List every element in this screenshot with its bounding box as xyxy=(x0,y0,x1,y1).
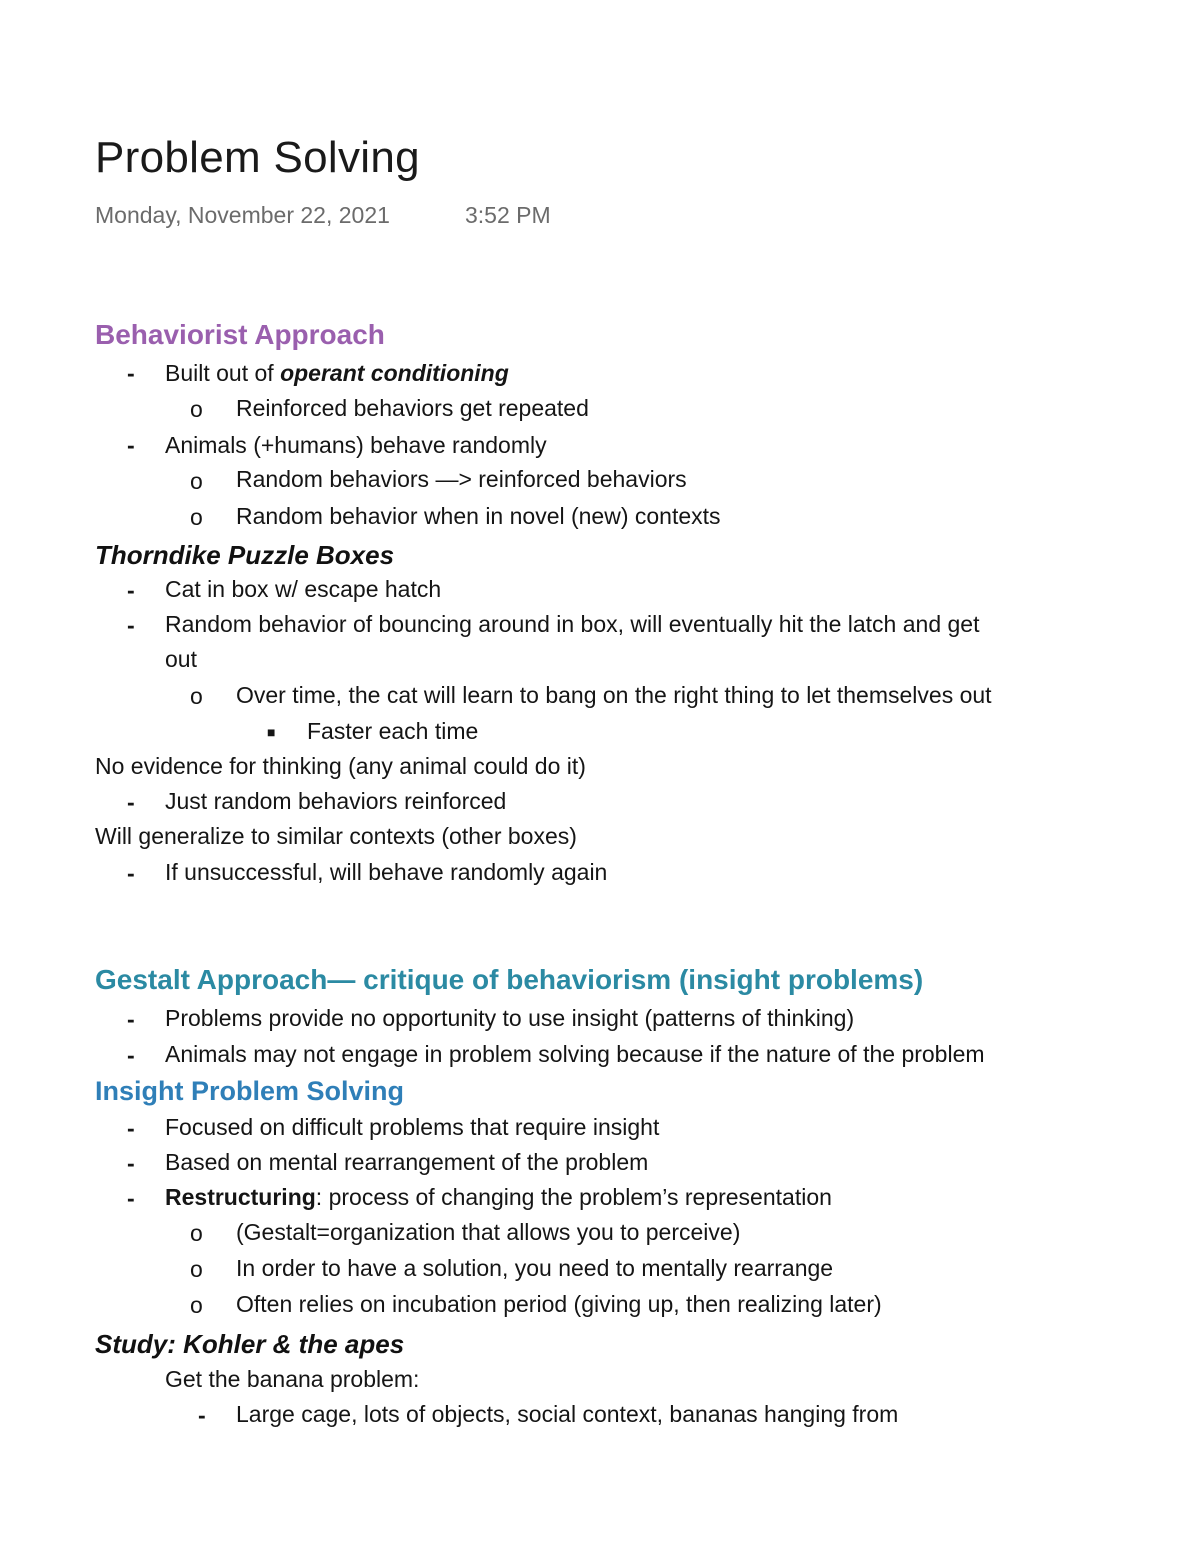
list-item: Random behavior when in novel (new) contexts xyxy=(236,503,721,529)
note-time: 3:52 PM xyxy=(465,202,551,228)
bullet-circle: o xyxy=(190,1256,203,1282)
bullet-square: ■ xyxy=(267,724,276,740)
list-item: Animals may not engage in problem solving because if the nature of the problem xyxy=(165,1041,985,1067)
bullet-dash: - xyxy=(127,860,135,886)
list-item: Over time, the cat will learn to bang on the right thing to let themselves out xyxy=(236,682,992,708)
bullet-circle: o xyxy=(190,396,203,422)
heading-insight: Insight Problem Solving xyxy=(95,1076,405,1106)
bullet-dash: - xyxy=(127,577,135,603)
paragraph: Will generalize to similar contexts (other boxes) xyxy=(95,823,577,849)
bullet-dash: - xyxy=(127,1115,135,1141)
list-item: Problems provide no opportunity to use insight (patterns of thinking) xyxy=(165,1005,855,1031)
bullet-circle: o xyxy=(190,1292,203,1318)
list-item: Cat in box w/ escape hatch xyxy=(165,576,442,602)
bullet-dash: - xyxy=(127,1150,135,1176)
list-item-continued: out xyxy=(165,646,197,672)
list-item-text: : process of changing the problem’s representation xyxy=(315,1184,832,1210)
list-item: Faster each time xyxy=(307,718,479,744)
bullet-dash: - xyxy=(127,612,135,638)
bullet-circle: o xyxy=(190,504,203,530)
heading-behaviorist: Behaviorist Approach xyxy=(95,319,385,350)
bullet-dash: - xyxy=(127,1042,135,1068)
bullet-circle: o xyxy=(190,683,203,709)
bullet-dash: - xyxy=(127,1185,135,1211)
page-title: Problem Solving xyxy=(95,133,420,182)
list-item: Focused on difficult problems that require insight xyxy=(165,1114,660,1140)
emphasis-text: operant conditioning xyxy=(280,360,509,386)
bullet-circle: o xyxy=(190,1220,203,1246)
strong-term: Restructuring xyxy=(165,1184,316,1210)
paragraph: Get the banana problem: xyxy=(165,1366,420,1392)
list-item: Just random behaviors reinforced xyxy=(165,788,507,814)
list-item-text: Built out of xyxy=(165,360,281,386)
list-item: Animals (+humans) behave randomly xyxy=(165,432,547,458)
bullet-dash: - xyxy=(198,1402,206,1428)
list-item: Large cage, lots of objects, social context, bananas hanging from xyxy=(236,1401,899,1427)
list-item xyxy=(165,360,509,387)
note-date: Monday, November 22, 2021 xyxy=(95,202,390,228)
heading-thorndike: Thorndike Puzzle Boxes xyxy=(95,540,395,570)
list-item: Often relies on incubation period (giving up, then realizing later) xyxy=(236,1291,882,1317)
list-item: Based on mental rearrangement of the problem xyxy=(165,1149,649,1175)
paragraph: No evidence for thinking (any animal could do it) xyxy=(95,753,586,779)
list-item: Random behavior of bouncing around in box, will eventually hit the latch and get xyxy=(165,611,980,637)
bullet-dash: - xyxy=(127,360,135,386)
list-item: Random behaviors —> reinforced behaviors xyxy=(236,466,687,492)
heading-kohler: Study: Kohler & the apes xyxy=(95,1329,405,1359)
bullet-circle: o xyxy=(190,468,203,494)
bullet-dash: - xyxy=(127,432,135,458)
list-item xyxy=(165,1184,832,1211)
heading-gestalt: Gestalt Approach— critique of behaviorism (insight problems) xyxy=(95,964,924,995)
bullet-dash: - xyxy=(127,789,135,815)
list-item: If unsuccessful, will behave randomly again xyxy=(165,859,608,885)
list-item: Reinforced behaviors get repeated xyxy=(236,395,589,421)
list-item: In order to have a solution, you need to mentally rearrange xyxy=(236,1255,834,1281)
list-item: (Gestalt=organization that allows you to perceive) xyxy=(236,1219,741,1245)
bullet-dash: - xyxy=(127,1006,135,1032)
